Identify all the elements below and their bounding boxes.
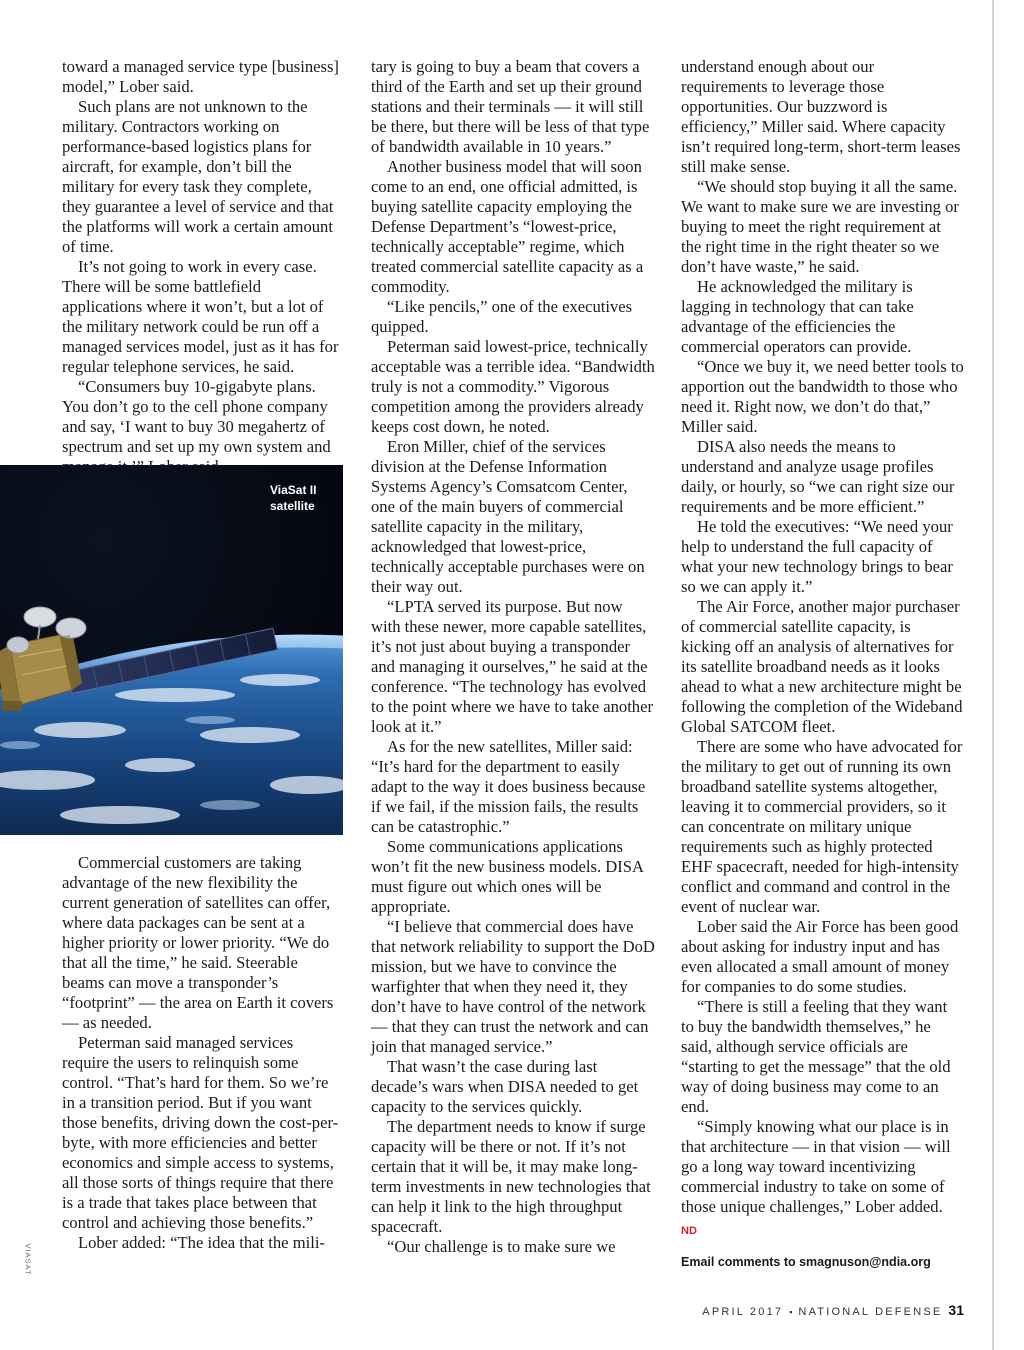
article-column-1-bottom <box>62 853 344 1253</box>
page-footer <box>702 1302 964 1318</box>
paragraph: Such plans are not unknown to the military. Contractors working on performance-based logistics plans for aircraft, for example, don’t bill the military for every task they complete, they guarantee a level of service and that the platforms will work a certain amount of time. <box>62 97 334 256</box>
paragraph: He acknowledged the military is lagging in technology that can take advantage of the efficiencies the commercial operators can provide. <box>681 277 914 356</box>
paragraph: As for the new satellites, Miller said: “It’s hard for the department to easily adapt to the way it does business because if we fail, if the mission fails, the results can be catastrophic.” <box>371 737 646 836</box>
footer-issue-date: APRIL 2017 <box>702 1306 784 1318</box>
paragraph: “Like pencils,” one of the executives quipped. <box>371 297 633 336</box>
paragraph: It’s not going to work in every case. There will be some battlefield applications where it won’t, but a lot of the military network could be run off a managed services model, just as it has for regular telephone services, he said. <box>62 257 339 376</box>
paragraph: Peterman said lowest-price, technically acceptable was a terrible idea. “Bandwidth truly is not a commodity.” Vigorous competition among the providers already keeps cost down, he noted. <box>371 337 655 436</box>
footer-magazine-name: NATIONAL DEFENSE <box>798 1306 943 1318</box>
photo-credit <box>22 1241 40 1281</box>
paragraph: There are some who have advocated for the military to get out of running its own broadband satellite systems altogether, leaving it to commercial providers, so it can concentrate on military unique requirements such as highly protected EHF spacecraft, needed for high-intensity conflict and command and control in the event of nuclear war. <box>681 737 963 916</box>
paragraph: “I believe that commercial does have that network reliability to support the DoD mission, but we have to convince the warfighter that when they need it, they don’t have to have control of the network — that they can trust the network and can join that managed service.” <box>371 917 655 1056</box>
paragraph: “Simply knowing what our place is in that architecture — in that vision — will go a long way toward incentivizing commercial industry to take on some of those unique challenges,” Lober added. <box>681 1117 951 1216</box>
paragraph: That wasn’t the case during last decade’s wars when DISA needed to get capacity to the services quickly. <box>371 1057 639 1116</box>
paragraph: The Air Force, another major purchaser of commercial satellite capacity, is kicking off an analysis of alternatives for its satellite broadband needs as it looks ahead to what a new architecture might be following the completion of the Wideband Global SATCOM fleet. <box>681 597 963 736</box>
paragraph: Eron Miller, chief of the services division at the Defense Information Systems Agency’s Comsatcom Center, one of the main buyers of commercial satellite capacity in the military, acknowledged that lowest-price, technically acceptable purchases were on their way out. <box>371 437 645 596</box>
article-column-3 <box>681 57 964 1241</box>
page-number: 31 <box>948 1302 964 1318</box>
page-edge-strip <box>992 0 1024 1350</box>
article-end-mark: ND <box>681 1225 697 1237</box>
paragraph: understand enough about our requirements to leverage those opportunities. Our buzzword is efficiency,” Miller said. Where capacity isn’t required long-term, short-term leases still make sense. <box>681 57 961 176</box>
paragraph: Peterman said managed services require the users to relinquish some control. “That’s hard for them. So we’re in a transition period. But if you want those benefits, driving down the cost-per-byte, with more efficiencies and better economics and simple access to systems, all those sorts of things require that there is a trade that takes place between that control and achieving those benefits.” <box>62 1033 339 1232</box>
photo-caption: ViaSat II satellite <box>270 483 317 513</box>
paragraph: Another business model that will soon come to an end, one official admitted, is buying satellite capacity employing the Defense Department’s “lowest-price, technically acceptable” regime, which treated commercial satellite capacity as a commodity. <box>371 157 644 296</box>
article-column-1-top <box>62 57 344 477</box>
paragraph: The department needs to know if surge capacity will be there or not. If it’s not certain that it will be, it may make long-term investments in new technologies that can help it link to the high throughput spacecraft. <box>371 1117 651 1236</box>
paragraph: “LPTA served its purpose. But now with these newer, more capable satellites, it’s not just about buying a transponder and managing it ourselves,” he said at the conference. “The technology has evolved to the point where we have to take another look at it.” <box>371 597 653 736</box>
paragraph: DISA also needs the means to understand and analyze usage profiles daily, or hourly, so “we can right size our requirements and be more efficient.” <box>681 437 955 516</box>
photo-credit-text: VIASAT <box>23 1243 33 1276</box>
paragraph: Commercial customers are taking advantage of the new flexibility the current generation of satellites can offer, where data packages can be sent at a higher priority or lower priority. “We do that all the time,” he said. Steerable beams can move a transponder’s “footprint” — the area on Earth it covers — as needed. <box>62 853 334 1032</box>
paragraph: toward a managed service type [business] model,” Lober said. <box>62 57 339 96</box>
paragraph: “There is still a feeling that they want to buy the bandwidth themselves,” he said, although service officials are “starting to get the message” that the old way of doing business may come to an end. <box>681 997 951 1116</box>
paragraph: Lober added: “The idea that the mili- <box>78 1233 325 1252</box>
paragraph: “Once we buy it, we need better tools to apportion out the bandwidth to those who need it. Right now, we don’t do that,” Miller said. <box>681 357 964 436</box>
paragraph: He told the executives: “We need your help to understand the full capacity of what your new technology brings to bear so we can apply it.” <box>681 517 953 596</box>
satellite-photo <box>0 465 343 835</box>
article-column-2 <box>371 57 655 1257</box>
paragraph: “Our challenge is to make sure we <box>387 1237 616 1256</box>
paragraph: tary is going to buy a beam that covers a third of the Earth and set up their ground stations and their terminals — it will still be there, but there will be less of that type of bandwidth available in 10 years.” <box>371 57 650 156</box>
email-comments-line: Email comments to smagnuson@ndia.org <box>681 1255 931 1269</box>
satellite-illustration <box>0 465 343 835</box>
paragraph: Some communications applications won’t fit the new business models. DISA must figure out which ones will be appropriate. <box>371 837 644 916</box>
footer-separator: ▪ <box>789 1307 793 1317</box>
paragraph: “Consumers buy 10-gigabyte plans. You don’t go to the cell phone company and say, ‘I want to buy 30 megahertz of spectrum and set up my own system and <box>62 377 331 456</box>
paragraph: Lober said the Air Force has been good about asking for industry input and has even allocated a small amount of money for companies to do some studies. <box>681 917 959 996</box>
paragraph: “We should stop buying it all the same. We want to make sure we are investing or buying to meet the right requirement at the right time in the right theater so we don’t have waste,” he said. <box>681 177 959 276</box>
